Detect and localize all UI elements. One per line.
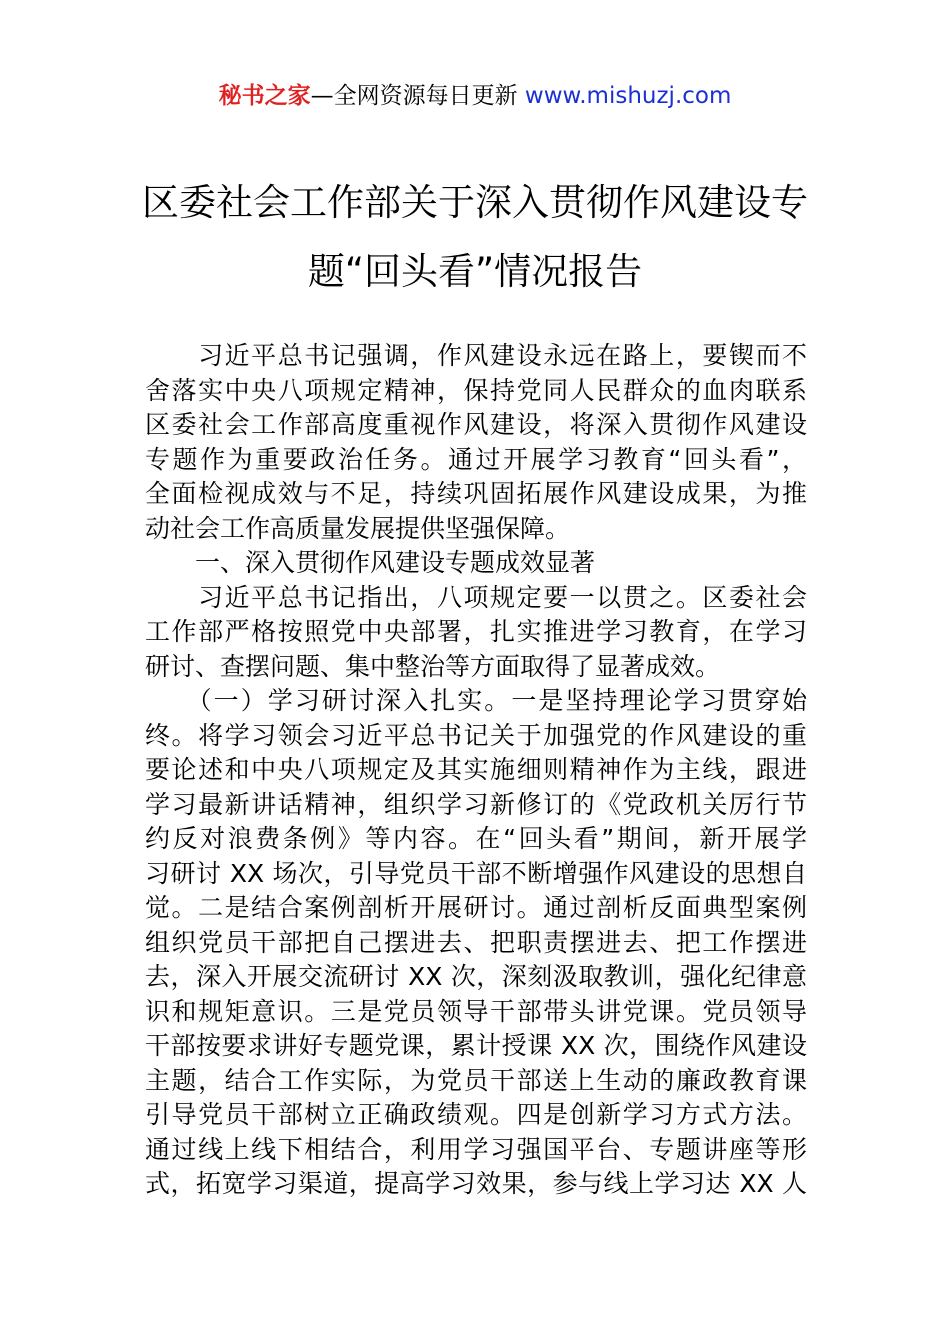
body-text-line: 学习最新讲话精神，组织学习新修订的《党政机关厉行节 xyxy=(145,789,807,819)
body-text-line: 动社会工作高质量发展提供坚强保障。 xyxy=(145,513,571,543)
body-text-line: 要论述和中央八项规定及其实施细则精神作为主线，跟进 xyxy=(145,755,807,784)
site-url-link[interactable]: www.mishuzj.com xyxy=(524,83,732,109)
body-text-line: （一）学习研讨深入扎实。一是坚持理论学习贯穿始 xyxy=(145,686,807,715)
site-header xyxy=(0,78,950,114)
body-text-line: 觉。二是结合案例剖析开展研讨。通过剖析反面典型案例 xyxy=(145,893,807,922)
site-tagline: —全网资源每日更新 xyxy=(310,83,525,109)
body-text-line: 干部按要求讲好专题党课，累计授课 XX 次，围绕作风建设 xyxy=(145,1031,807,1060)
body-text-line: 主题，结合工作实际，为党员干部送上生动的廉政教育课 xyxy=(145,1065,807,1095)
body-text-line: 引导党员干部树立正确政绩观。四是创新学习方式方法。 xyxy=(145,1100,807,1129)
body-text-line: 习近平总书记强调，作风建设永远在路上，要锲而不 xyxy=(145,341,807,370)
body-text-line: 终。将学习领会习近平总书记关于加强党的作风建设的重 xyxy=(145,720,807,750)
body-text-line: 式，拓宽学习渠道，提高学习效果，参与线上学习达 XX 人 xyxy=(145,1169,807,1198)
body-text-line: 工作部严格按照党中央部署，扎实推进学习教育，在学习 xyxy=(145,617,807,646)
body-text-line: 区委社会工作部高度重视作风建设，将深入贯彻作风建设 xyxy=(145,410,807,439)
body-text-line: 习近平总书记指出，八项规定要一以贯之。区委社会 xyxy=(145,582,807,612)
document-title-line-1: 区委社会工作部关于深入贯彻作风建设专 xyxy=(142,181,808,224)
body-text-line: 习研讨 XX 场次，引导党员干部不断增强作风建设的思想自 xyxy=(145,858,807,888)
document-body xyxy=(145,339,807,1202)
document-title xyxy=(100,168,850,306)
body-text-line: 通过线上线下相结合，利用学习强国平台、专题讲座等形 xyxy=(145,1134,807,1164)
body-text-line: 专题作为重要政治任务。通过开展学习教育“回头看”， xyxy=(145,444,807,474)
body-text-line: 去，深入开展交流研讨 XX 次，深刻汲取教训，强化纪律意 xyxy=(145,962,807,991)
document-title-line-2: 题“回头看”情况报告 xyxy=(307,250,643,293)
body-text-line: 组织党员干部把自己摆进去、把职责摆进去、把工作摆进 xyxy=(145,927,807,957)
body-text-line: 研讨、查摆问题、集中整治等方面取得了显著成效。 xyxy=(145,651,721,681)
body-text-line: 舍落实中央八项规定精神，保持党同人民群众的血肉联系 xyxy=(145,375,807,405)
body-text-line: 一、深入贯彻作风建设专题成效显著 xyxy=(145,548,596,577)
body-text-line: 全面检视成效与不足，持续巩固拓展作风建设成果，为推 xyxy=(145,479,807,508)
body-text-line: 约反对浪费条例》等内容。在“回头看”期间，新开展学 xyxy=(145,824,807,853)
body-text-line: 识和规矩意识。三是党员领导干部带头讲党课。党员领导 xyxy=(145,996,807,1026)
site-brand: 秘书之家 xyxy=(218,83,311,109)
